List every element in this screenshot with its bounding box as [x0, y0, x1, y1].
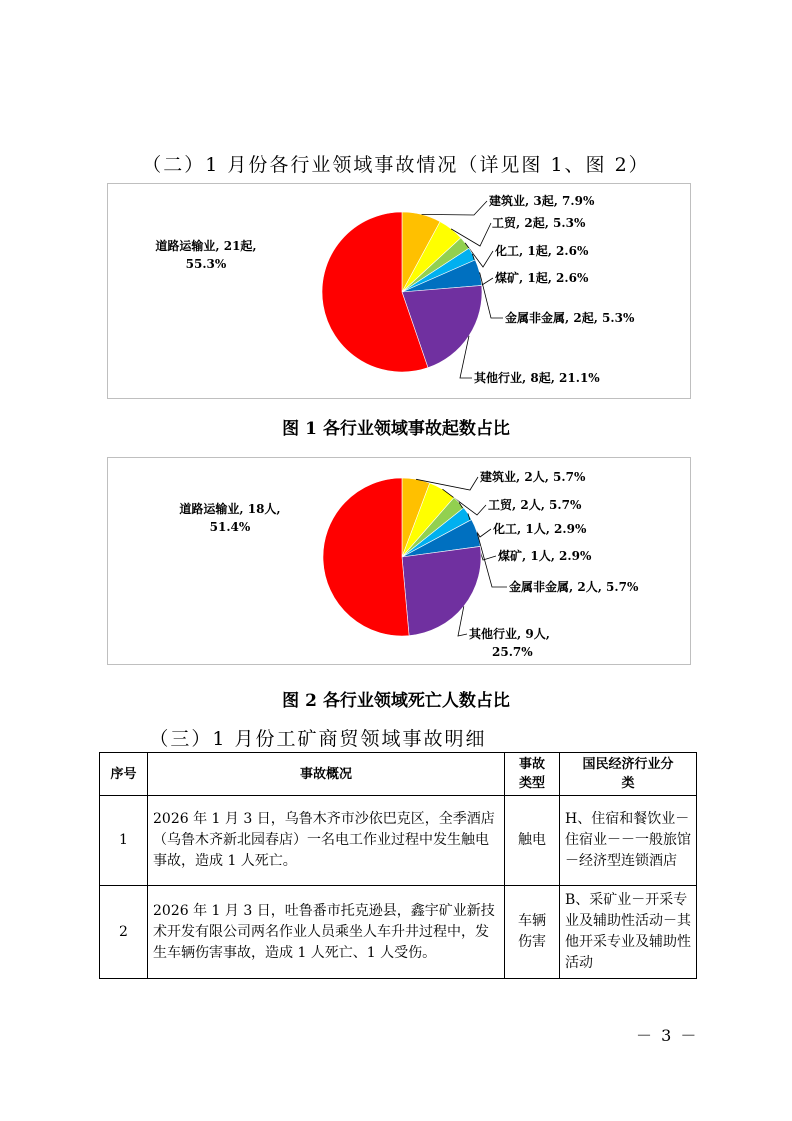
slice-label: 煤矿, 1起, 2.6%	[495, 271, 589, 285]
row-summary: 2026 年 1 月 3 日，乌鲁木齐市沙依巴克区，全季酒店（乌鲁木齐新北园春店）一名电工作业过程中发生触电事故，造成 1 人死亡。	[148, 796, 505, 886]
row-summary: 2026 年 1 月 3 日，吐鲁番市托克逊县，鑫宇矿业新技术开发有限公司两名作业人员乘坐人车升井过程中，发生车辆伤害事故，造成 1 人死亡、1 人受伤。	[148, 886, 505, 979]
section-3-heading: （三）1 月份工矿商贸领域事故明细	[149, 728, 487, 750]
pie-chart-2	[108, 458, 690, 664]
pie-slice	[323, 478, 409, 636]
row-type: 触电	[505, 796, 560, 886]
figure-1-caption: 图 1 各行业领域事故起数占比	[282, 419, 510, 439]
header-no: 序号	[100, 753, 148, 796]
slice-label: 建筑业, 3起, 7.9%	[489, 194, 595, 208]
row-no: 2	[100, 886, 148, 979]
table-row	[100, 886, 697, 979]
slice-label: 工贸, 2起, 5.3%	[492, 216, 586, 230]
slice-label: 金属非金属, 2起, 5.3%	[505, 311, 635, 325]
pie-slice	[402, 546, 481, 635]
slice-label: 道路运输业, 21起, 55.3%	[155, 239, 257, 271]
row-classification: B、采矿业－开采专业及辅助性活动－其他开采专业及辅助性活动	[560, 886, 697, 979]
chart-box-2	[107, 457, 691, 665]
row-no: 1	[100, 796, 148, 886]
header-classification: 国民经济行业分类	[560, 753, 697, 796]
slice-label: 道路运输业, 18人, 51.4%	[179, 502, 281, 534]
table-header-row	[100, 753, 697, 796]
leader-line	[422, 201, 487, 215]
header-type: 事故类型	[505, 753, 560, 796]
accident-details-table	[99, 752, 697, 979]
slice-label: 化工, 1人, 2.9%	[493, 522, 587, 536]
page-number: － 3 －	[636, 1026, 699, 1045]
slice-label: 化工, 1起, 2.6%	[495, 244, 589, 258]
figure-2-caption: 图 2 各行业领域死亡人数占比	[282, 691, 510, 711]
slice-label: 工贸, 2人, 5.7%	[488, 498, 582, 512]
slice-label: 煤矿, 1人, 2.9%	[498, 549, 592, 563]
row-type: 车辆伤害	[505, 886, 560, 979]
row-classification: H、住宿和餐饮业－住宿业－－一般旅馆－经济型连锁酒店	[560, 796, 697, 886]
slice-label: 其他行业, 8起, 21.1%	[474, 371, 600, 385]
slice-label: 金属非金属, 2人, 5.7%	[509, 580, 639, 594]
slice-label: 建筑业, 2人, 5.7%	[480, 470, 586, 484]
section-2-heading: （二）1 月份各行业领域事故情况（详见图 1、图 2）	[142, 154, 650, 176]
header-summary: 事故概况	[148, 753, 505, 796]
slice-label: 其他行业, 9人, 25.7%	[469, 627, 550, 659]
table-row	[100, 796, 697, 886]
pie-chart-1	[108, 184, 690, 398]
chart-box-1	[107, 183, 691, 399]
